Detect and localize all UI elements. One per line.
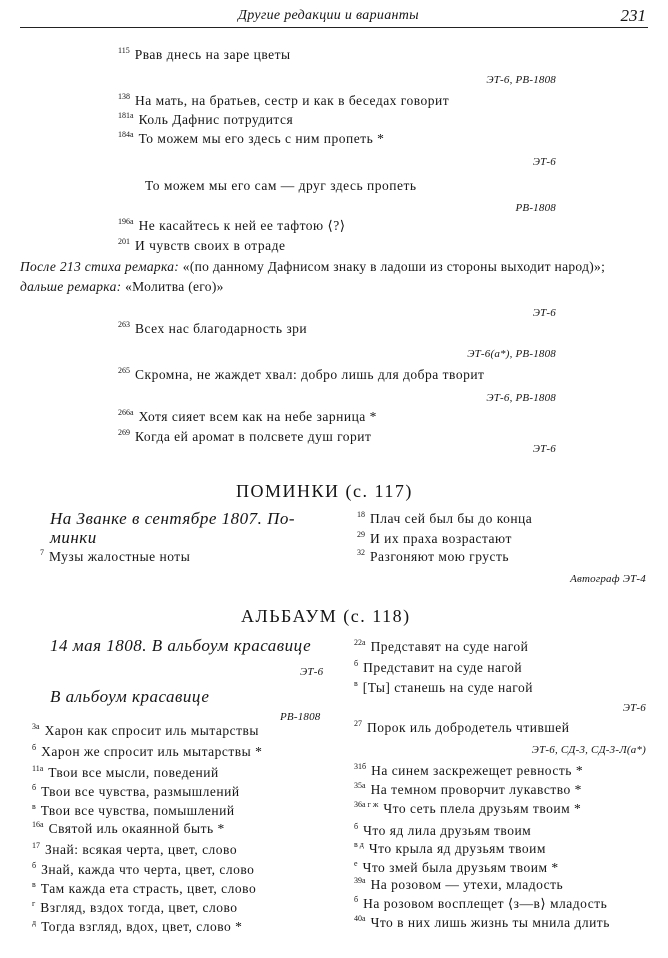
verse-text: Хотя сияет всем как на небе зарница * [138,409,377,424]
remark-mid: дальше ремарка: [20,279,122,294]
verse-line [357,548,509,565]
verse-line [354,719,569,736]
verse-text: Твои все чувства, размышлений [41,784,240,799]
line-number: 201 [118,237,130,246]
verse-text: Знай: всякая черта, цвет, слово [45,842,238,857]
line-number: в [354,679,358,688]
line-number: 35а [354,781,366,790]
line-number: 265 [118,366,130,375]
verse-text: Когда ей аромат в полсвете душ горит [135,429,372,444]
line-number: б [32,783,37,792]
verse-line [118,237,285,254]
verse-text: Что сеть плела друзьям твоим * [383,801,582,816]
verse-line [32,743,262,760]
source-siglum: ЭТ-6 [532,156,556,168]
verse-text: На синем заскрежещет ревность * [371,763,584,778]
verse-line [118,130,384,147]
verse-text: На мать, на братьев, сестр и как в беседах говорит [135,93,450,108]
verse-text: Разгоняют мою грусть [370,549,510,564]
line-number: 27 [354,719,362,728]
verse-text: Знай, кажда что черта, цвет, слово [41,862,255,877]
pominki-source: Автограф ЭТ-4 [570,573,646,585]
verse-line [354,659,522,676]
albaum-subtitle-1: 14 мая 1808. В альбоум красавице [50,636,312,655]
verse-line [354,638,528,655]
verse-text: Что в них лишь жизнь ты мнила длить [370,915,610,930]
verse-text: Представит на суде нагой [363,660,523,675]
line-number: 115 [118,46,130,55]
header-rule [20,27,648,28]
line-number: 36а г ж [354,800,379,809]
line-number: 138 [118,92,130,101]
line-number: б [354,659,359,668]
line-number: 29 [357,530,365,539]
line-number: 11а [32,764,44,773]
remark-quote-1: «(по данному Дафнисом знаку в ладоши из стороны выходит народ)»; [182,259,606,274]
verse-line [32,722,259,739]
verse-text: Всех нас благодарность зри [135,321,308,336]
line-number: 266а [118,408,134,417]
verse-line [32,918,242,935]
source-siglum: ЭТ-6, РВ-1808 [486,392,556,404]
line-number: 39а [354,876,366,885]
source-siglum: ЭТ-6, РВ-1808 [486,74,556,86]
line-number: 16а [32,820,44,829]
verse-text: Порок иль добродетель чтившей [367,720,570,735]
remark-intro: После 213 стиха ремарка: [20,259,180,274]
verse-text: Что яд лила друзьям твоим [363,823,532,838]
verse-text: На темном проворчит лукавство * [370,782,582,797]
line-number: 3а [32,722,40,731]
line-number: 263 [118,320,130,329]
verse-text: Рвав днесь на заре цветы [134,47,291,62]
verse-line [357,530,512,547]
verse-text: Представят на суде нагой [370,639,529,654]
verse-line [32,841,237,858]
line-number: г [32,899,36,908]
verse-text: Не касайтесь к ней ее тафтою ⟨?⟩ [138,218,346,233]
verse-line [32,861,254,878]
verse-text: На розовом восплещет ⟨з—в⟩ младость [363,896,608,911]
line-number: е [354,859,358,868]
verse-line [145,178,417,194]
albaum-subtitle-1-source: ЭТ-6 [300,666,324,678]
verse-line [118,320,307,337]
verse-line [40,548,190,565]
verse-text: Святой иль окаянной быть * [48,821,225,836]
line-number: д [32,918,37,927]
verse-text: Твои все мысли, поведений [48,765,219,780]
verse-text: И их праха возрастают [370,531,512,546]
line-number: в д [354,840,364,849]
verse-text: Что крыла яд друзьям твоим [368,841,546,856]
verse-line [118,111,293,128]
verse-line [118,366,484,383]
verse-line [354,781,582,798]
line-number: б [354,895,359,904]
verse-line [354,895,607,912]
verse-line [354,914,610,931]
remark-paragraph [20,257,648,297]
line-number: б [32,861,37,870]
line-number: 184а [118,130,134,139]
verse-line [118,428,371,445]
verse-line [32,820,225,837]
verse-line [32,899,238,916]
verse-line [118,408,377,425]
line-number: б [354,822,359,831]
line-number: 269 [118,428,130,437]
verse-line [32,802,235,819]
verse-text: Музы жалостные ноты [49,549,191,564]
verse-line [118,217,346,234]
source-siglum: ЭТ-6 [622,702,646,714]
verse-text: Тогда взгляд, вдох, цвет, слово * [41,919,243,934]
line-number: 32 [357,548,365,557]
verse-line [354,859,559,876]
line-number: 22а [354,638,366,647]
line-number: 17 [32,841,40,850]
verse-text: Коль Дафнис потрудится [138,112,294,127]
verse-text: То можем мы его сам — друг здесь пропеть [145,178,417,193]
line-number: 31б [354,762,367,771]
verse-text: И чувств своих в отраде [135,238,286,253]
line-number: 196а [118,217,134,226]
verse-text: Харон как спросит иль мытарствы [44,723,259,738]
verse-line [354,679,533,696]
verse-text: То можем мы его здесь с ним пропеть * [138,131,385,146]
line-number: 40а [354,914,366,923]
line-number: 181а [118,111,134,120]
line-number: 7 [40,548,44,557]
pominki-subtitle-line1: На Званке в сентябре 1807. По- [50,509,296,528]
verse-text: Взгляд, вздох тогда, цвет, слово [40,900,238,915]
line-number: 18 [357,510,365,519]
remark-quote-2: «Молитва (его)» [125,279,224,294]
verse-line [354,840,546,857]
verse-line [118,92,449,109]
verse-text: На розовом — утехи, младость [370,877,564,892]
pominki-title: ПОМИНКИ (с. 117) [236,481,413,501]
verse-text: Твои все чувства, помышлений [40,803,235,818]
source-siglum: ЭТ-6, СД-3, СД-3-Л(а*) [531,744,646,756]
albaum-subtitle-2-source: РВ-1808 [280,711,321,723]
verse-text: Что змей была друзьям твоим * [362,860,559,875]
verse-text: [Ты] станешь на суде нагой [362,680,533,695]
verse-line [354,822,531,839]
verse-line [354,800,581,817]
verse-line [32,880,256,897]
verse-line [357,510,532,527]
verse-line [354,762,583,779]
verse-text: Харон же спросит иль мытарствы * [41,744,263,759]
verse-line [32,764,219,781]
albaum-subtitle-2: В альбоум красавице [50,687,210,706]
verse-text: Плач сей был бы до конца [370,511,533,526]
running-title: Другие редакции и варианты [238,8,419,23]
verse-line [32,783,240,800]
line-number: в [32,802,36,811]
source-siglum: ЭТ-6(а*), РВ-1808 [467,348,556,360]
source-siglum: ЭТ-6 [532,443,556,455]
verse-text: Скромна, не жаждет хвал: добро лишь для добра творит [135,367,485,382]
verse-line [118,46,291,63]
page-number: 231 [620,6,646,25]
verse-line [354,876,563,893]
line-number: в [32,880,36,889]
pominki-subtitle-line2: минки [50,528,97,547]
albaum-title: АЛЬБАУМ (с. 118) [241,606,411,626]
line-number: б [32,743,37,752]
source-siglum: РВ-1808 [515,202,556,214]
source-siglum: ЭТ-6 [532,307,556,319]
verse-text: Там кажда ета страсть, цвет, слово [40,881,257,896]
